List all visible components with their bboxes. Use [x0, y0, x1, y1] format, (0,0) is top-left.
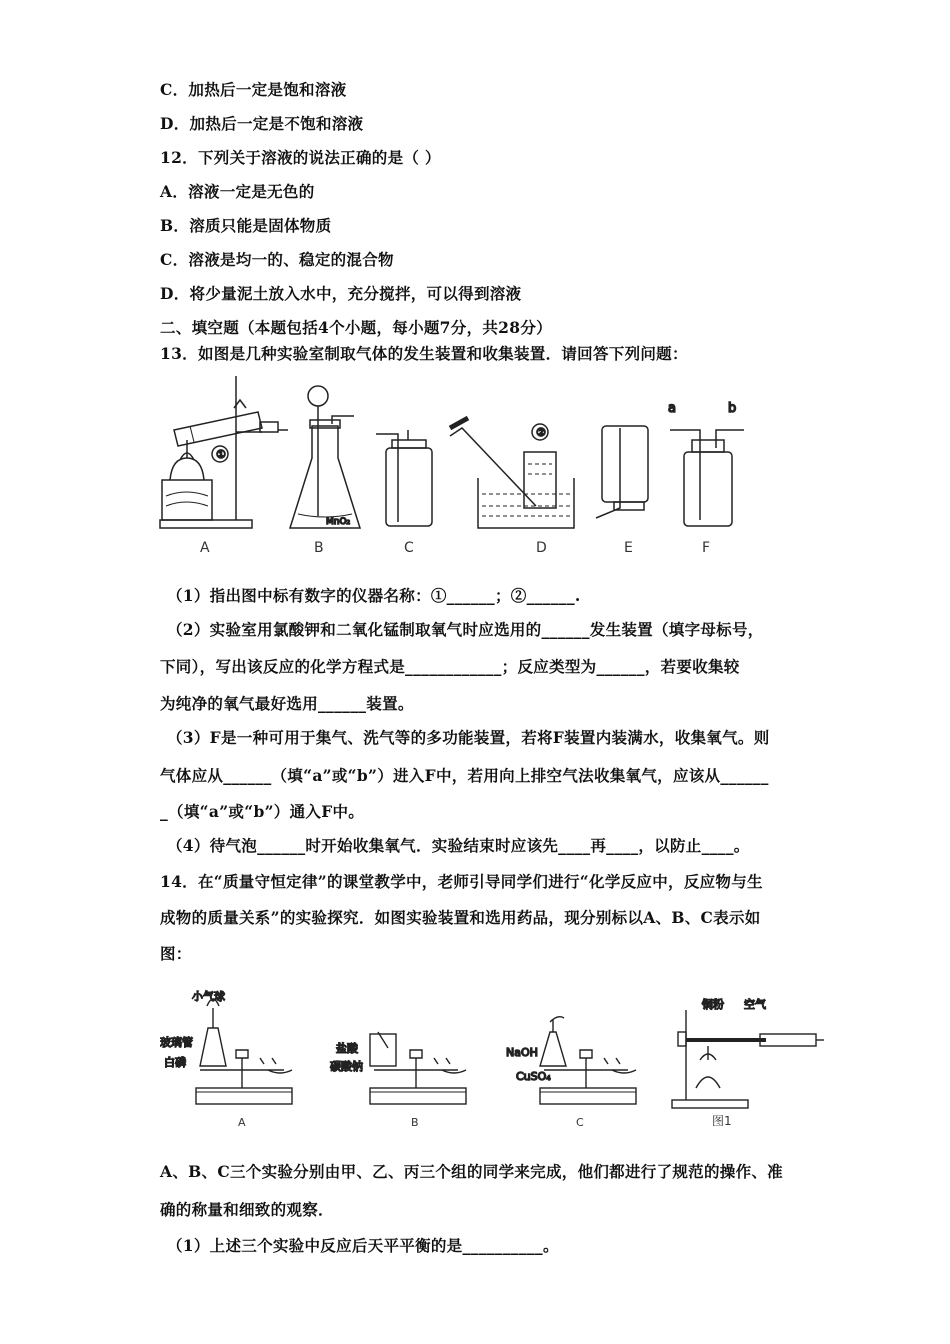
apparatus-figure-13: [150, 368, 750, 568]
caption-f: F: [702, 540, 711, 556]
caption2-c: C: [576, 1116, 584, 1129]
option-d-11: D．加热后一定是不饱和溶液: [160, 114, 364, 133]
caption-c: C: [404, 540, 414, 556]
mark-2: ②: [536, 426, 546, 439]
port-a: a: [668, 401, 676, 416]
option-d-12: D．将少量泥土放入水中，充分搅拌，可以得到溶液: [160, 284, 522, 303]
mark-1: ①: [216, 448, 226, 461]
q13-part3-line1: （3）F是一种可用于集气、洗气等的多功能装置，若将F装置内装满水，收集氧气。则: [167, 728, 770, 747]
label-na2co3: 碳酸钠: [330, 1060, 363, 1073]
caption2-a: A: [238, 1116, 246, 1129]
figure-1-apparatus: [672, 1010, 824, 1108]
q14-part1: （1）上述三个实验中反应后天平平衡的是__________。: [167, 1236, 559, 1255]
q13-part4: （4）待气泡______时开始收集氧气．实验结束时应该先____再____，以防止____。: [167, 836, 750, 855]
question-14-line3: 图：: [160, 944, 192, 963]
q13-part1: （1）指出图中标有数字的仪器名称：①______；②______.: [167, 586, 581, 605]
apparatus-f: [670, 430, 744, 526]
balance-b: [370, 1032, 466, 1104]
apparatus-e: [596, 426, 648, 518]
option-c-12: C．溶液是均一的、稳定的混合物: [160, 250, 394, 269]
question-14-line1: 14．在“质量守恒定律”的课堂教学中，老师引导同学们进行“化学反应中，反应物与生: [160, 872, 763, 891]
q13-part2-line1: （2）实验室用氯酸钾和二氧化锰制取氧气时应选用的______发生装置（填字母标号，: [167, 620, 764, 639]
mno2-label: MnO₂: [326, 517, 351, 527]
q14-intro-line2: 确的称量和细致的观察．: [160, 1200, 334, 1219]
q14-intro-line1: A、B、C三个实验分别由甲、乙、丙三个组的同学来完成，他们都进行了规范的操作、准: [160, 1162, 783, 1181]
option-a-12: A．溶液一定是无色的: [160, 182, 315, 201]
label-cu-powder: 铜粉: [702, 998, 724, 1011]
q13-part3-line3: _（填“a”或“b”）通入F中。: [160, 802, 365, 821]
label-air: 空气: [744, 998, 766, 1011]
label-glass-tube: 玻璃管: [160, 1036, 193, 1049]
caption2-b: B: [411, 1116, 419, 1129]
caption-d: D: [536, 540, 547, 556]
q13-part2-line2: 下同），写出该反应的化学方程式是____________；反应类型为______，若要收集较: [160, 657, 740, 676]
apparatus-d: [450, 418, 574, 528]
apparatus-b: [290, 386, 360, 528]
label-hcl: 盐酸: [336, 1042, 358, 1055]
label-balloon: 小气球: [192, 990, 225, 1003]
balance-a: [196, 999, 292, 1104]
option-b-12: B．溶质只能是固体物质: [160, 216, 332, 235]
port-b: b: [728, 401, 737, 416]
balance-c: [540, 1017, 636, 1104]
caption-e: E: [624, 540, 633, 556]
caption2-fig1: 图1: [712, 1114, 732, 1128]
q13-part3-line2: 气体应从______（填“a”或“b”）进入F中，若用向上排空气法收集氧气，应该从______: [160, 766, 769, 785]
question-13: 13．如图是几种实验室制取气体的发生装置和收集装置．请回答下列问题：: [160, 344, 688, 363]
caption-b: B: [314, 540, 324, 556]
question-12: 12．下列关于溶液的说法正确的是（ ）: [160, 148, 441, 167]
label-naoh: NaOH: [506, 1046, 538, 1059]
option-c-11: C．加热后一定是饱和溶液: [160, 80, 347, 99]
label-cuso4: CuSO₄: [516, 1070, 551, 1083]
question-14-line2: 成物的质量关系”的实验探究．如图实验装置和选用药品，现分别标以A、B、C表示如: [160, 908, 761, 927]
apparatus-c: [376, 430, 432, 526]
section-heading: 二、填空题（本题包括4个小题，每小题7分，共28分）: [160, 318, 552, 337]
label-white-p: 白磷: [164, 1056, 186, 1069]
caption-a: A: [200, 540, 210, 556]
q13-part2-line3: 为纯净的氧气最好选用______装置。: [160, 694, 414, 713]
